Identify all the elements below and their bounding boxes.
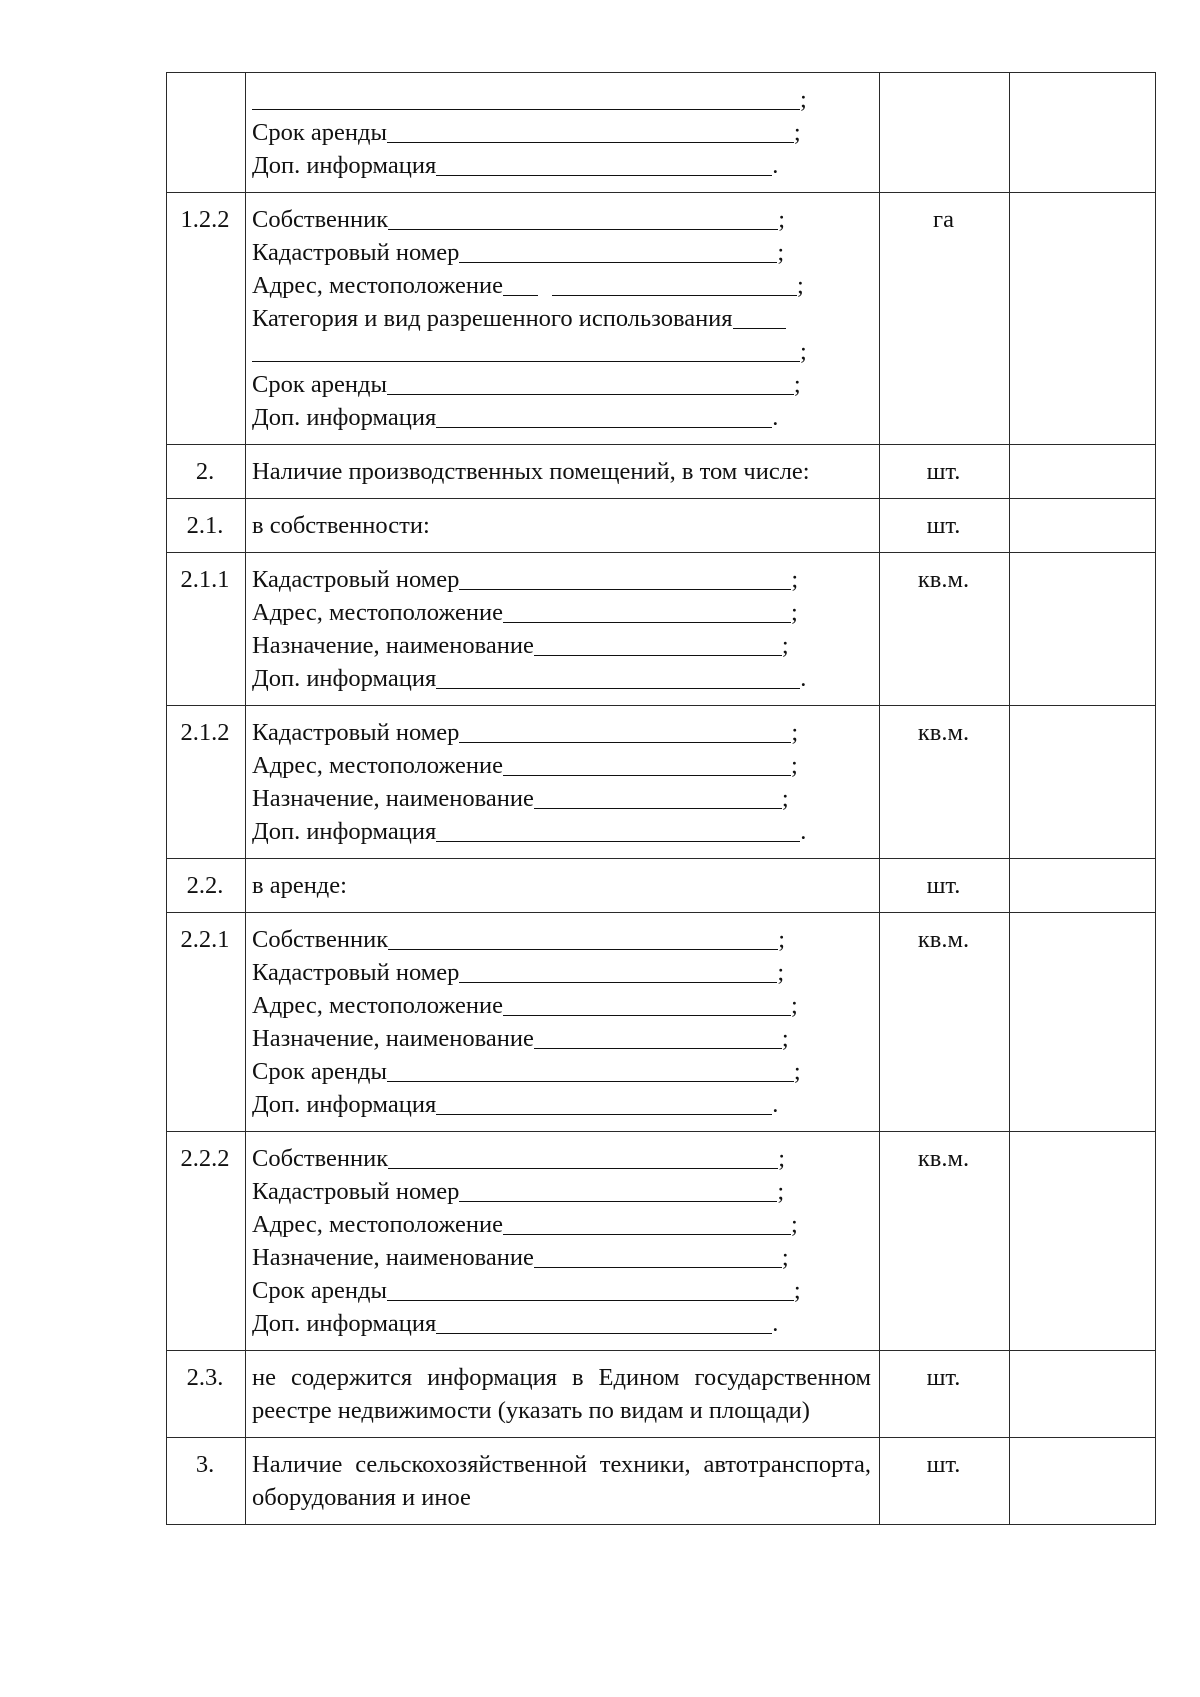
value-cell[interactable] xyxy=(1010,913,1156,1132)
field-label: Доп. информация xyxy=(252,665,437,692)
fill-in-blank[interactable] xyxy=(503,775,791,776)
value-cell[interactable] xyxy=(1010,193,1156,445)
form-field-line xyxy=(252,1022,871,1055)
form-field-line xyxy=(252,1241,871,1274)
line-end-punctuation: ; xyxy=(781,1025,789,1052)
form-field-line xyxy=(252,782,871,815)
line-end-punctuation: ; xyxy=(800,86,807,113)
field-label: Адрес, местоположение xyxy=(252,272,503,299)
field-label: Доп. информация xyxy=(252,404,437,431)
fill-in-blank[interactable] xyxy=(387,142,794,143)
description-text: Наличие сельскохозяйственной техники, автотранспорта, оборудования и иное xyxy=(252,1451,871,1511)
description-text: не содержится информация в Едином государственном реестре недвижимости (указать по видам и площади) xyxy=(252,1364,871,1424)
unit-of-measure: кв.м. xyxy=(880,553,1010,706)
form-field-line xyxy=(252,749,871,782)
form-field-line xyxy=(252,116,871,149)
form-field-line xyxy=(252,956,871,989)
fill-in-blank[interactable] xyxy=(733,328,786,329)
item-description xyxy=(246,1351,880,1438)
field-label: Назначение, наименование xyxy=(252,785,534,812)
form-field-line xyxy=(252,1175,871,1208)
field-label: Адрес, местоположение xyxy=(252,1211,503,1238)
fill-in-blank[interactable] xyxy=(534,1267,782,1268)
fill-in-blank[interactable] xyxy=(436,427,772,428)
fill-in-blank[interactable] xyxy=(388,229,778,230)
line-end-punctuation: ; xyxy=(800,338,807,365)
value-cell[interactable] xyxy=(1010,1351,1156,1438)
table-row xyxy=(167,553,1156,706)
line-end-punctuation: . xyxy=(772,1091,779,1118)
field-label: Кадастровый номер xyxy=(252,566,460,593)
field-label: Срок аренды xyxy=(252,1058,387,1085)
fill-in-blank[interactable] xyxy=(459,742,791,743)
form-field-line xyxy=(252,1274,871,1307)
item-number xyxy=(167,73,246,193)
form-field-line xyxy=(252,1142,871,1175)
line-end-punctuation: . xyxy=(772,1310,779,1337)
value-cell[interactable] xyxy=(1010,73,1156,193)
field-label: Адрес, местоположение xyxy=(252,752,503,779)
line-end-punctuation: ; xyxy=(791,752,798,779)
table-row xyxy=(167,73,1156,193)
fill-in-blank[interactable] xyxy=(387,1300,794,1301)
table-row xyxy=(167,1132,1156,1351)
field-label: Срок аренды xyxy=(252,371,387,398)
fill-in-blank[interactable] xyxy=(252,109,800,110)
form-field-line xyxy=(252,302,871,335)
fill-in-blank[interactable] xyxy=(252,361,800,362)
unit-of-measure xyxy=(880,73,1010,193)
line-end-punctuation: ; xyxy=(793,1277,801,1304)
line-end-punctuation: ; xyxy=(791,566,799,593)
line-end-punctuation: ; xyxy=(777,239,785,266)
fill-in-blank[interactable] xyxy=(436,175,772,176)
form-table-body xyxy=(167,73,1156,1525)
description-text: Наличие производственных помещений, в том числе: xyxy=(252,458,810,485)
field-label: Срок аренды xyxy=(252,1277,387,1304)
item-description xyxy=(246,913,880,1132)
fill-in-blank[interactable] xyxy=(459,1201,777,1202)
unit-of-measure: кв.м. xyxy=(880,706,1010,859)
description-text: в аренде: xyxy=(252,872,347,899)
fill-in-blank[interactable] xyxy=(503,1234,791,1235)
item-description xyxy=(246,73,880,193)
field-label: Собственник xyxy=(252,206,389,233)
value-cell[interactable] xyxy=(1010,1438,1156,1525)
item-description xyxy=(246,499,880,553)
unit-of-measure: га xyxy=(880,193,1010,445)
field-label: Категория и вид разрешенного использования xyxy=(252,305,733,332)
field-label: Доп. информация xyxy=(252,152,437,179)
line-end-punctuation: ; xyxy=(781,632,789,659)
line-end-punctuation: ; xyxy=(781,785,789,812)
item-description xyxy=(246,1438,880,1525)
fill-in-blank[interactable] xyxy=(534,655,782,656)
form-field-line xyxy=(252,236,871,269)
fill-in-blank[interactable] xyxy=(436,1333,772,1334)
line-end-punctuation: . xyxy=(800,665,807,692)
table-row xyxy=(167,706,1156,859)
line-end-punctuation: ; xyxy=(797,272,804,299)
field-label: Адрес, местоположение xyxy=(252,992,503,1019)
field-label: Кадастровый номер xyxy=(252,719,460,746)
form-field-line xyxy=(252,203,871,236)
fill-in-blank[interactable] xyxy=(388,949,778,950)
fill-in-blank[interactable] xyxy=(388,1168,778,1169)
value-cell[interactable] xyxy=(1010,706,1156,859)
value-cell[interactable] xyxy=(1010,1132,1156,1351)
unit-of-measure: кв.м. xyxy=(880,913,1010,1132)
line-end-punctuation: ; xyxy=(793,119,801,146)
form-field-line xyxy=(252,815,871,848)
fill-in-blank[interactable] xyxy=(436,1114,772,1115)
field-label: Адрес, местоположение xyxy=(252,599,503,626)
form-table xyxy=(166,72,1156,1525)
value-cell[interactable] xyxy=(1010,445,1156,499)
line-end-punctuation: ; xyxy=(793,371,801,398)
value-cell[interactable] xyxy=(1010,859,1156,913)
form-field-line xyxy=(252,1055,871,1088)
field-label: Срок аренды xyxy=(252,119,387,146)
field-label: Назначение, наименование xyxy=(252,1244,534,1271)
fill-in-blank[interactable] xyxy=(459,262,777,263)
fill-in-blank[interactable] xyxy=(436,841,800,842)
line-end-punctuation: ; xyxy=(777,959,785,986)
line-end-punctuation: ; xyxy=(777,1178,785,1205)
fill-in-blank[interactable] xyxy=(534,808,782,809)
line-end-punctuation: ; xyxy=(781,1244,789,1271)
fill-in-blank[interactable] xyxy=(436,688,800,689)
form-field-line xyxy=(252,989,871,1022)
table-row xyxy=(167,193,1156,445)
fill-in-blank[interactable] xyxy=(503,295,538,296)
form-field-line xyxy=(252,1088,871,1121)
form-field-line xyxy=(252,83,871,116)
line-end-punctuation: . xyxy=(772,404,779,431)
unit-of-measure: шт. xyxy=(880,859,1010,913)
item-number: 2.1. xyxy=(167,499,246,553)
line-end-punctuation: ; xyxy=(791,992,798,1019)
form-field-line xyxy=(252,923,871,956)
field-label: Доп. информация xyxy=(252,1091,437,1118)
line-end-punctuation: ; xyxy=(778,1145,785,1172)
form-field-line xyxy=(252,716,871,749)
line-end-punctuation: ; xyxy=(791,719,799,746)
form-field-line xyxy=(252,1208,871,1241)
field-label: Кадастровый номер xyxy=(252,1178,460,1205)
line-end-punctuation: . xyxy=(800,818,807,845)
form-field-line xyxy=(252,596,871,629)
fill-in-blank[interactable] xyxy=(387,394,794,395)
item-number: 2.1.2 xyxy=(167,706,246,859)
item-description xyxy=(246,706,880,859)
item-description xyxy=(246,193,880,445)
fill-in-blank[interactable] xyxy=(552,295,797,296)
fill-in-blank[interactable] xyxy=(503,622,791,623)
item-number: 2.3. xyxy=(167,1351,246,1438)
table-row xyxy=(167,913,1156,1132)
table-row xyxy=(167,1438,1156,1525)
fill-in-blank[interactable] xyxy=(387,1081,794,1082)
unit-of-measure: шт. xyxy=(880,1351,1010,1438)
line-end-punctuation: ; xyxy=(778,926,785,953)
fill-in-blank[interactable] xyxy=(459,982,777,983)
item-number: 2.2.1 xyxy=(167,913,246,1132)
line-end-punctuation: . xyxy=(772,152,779,179)
field-label: Кадастровый номер xyxy=(252,239,460,266)
field-label: Доп. информация xyxy=(252,818,437,845)
field-label: Доп. информация xyxy=(252,1310,437,1337)
form-field-line xyxy=(252,401,871,434)
fill-in-blank[interactable] xyxy=(534,1048,782,1049)
item-description xyxy=(246,445,880,499)
item-number: 1.2.2 xyxy=(167,193,246,445)
form-field-line xyxy=(252,662,871,695)
item-number: 2.2.2 xyxy=(167,1132,246,1351)
unit-of-measure: шт. xyxy=(880,499,1010,553)
field-label: Собственник xyxy=(252,926,389,953)
field-label: Кадастровый номер xyxy=(252,959,460,986)
form-field-line xyxy=(252,563,871,596)
line-end-punctuation: ; xyxy=(793,1058,801,1085)
field-label: Назначение, наименование xyxy=(252,632,534,659)
value-cell[interactable] xyxy=(1010,499,1156,553)
form-field-line xyxy=(252,149,871,182)
item-number: 3. xyxy=(167,1438,246,1525)
value-cell[interactable] xyxy=(1010,553,1156,706)
field-label: Собственник xyxy=(252,1145,389,1172)
form-field-line xyxy=(252,629,871,662)
item-description xyxy=(246,859,880,913)
item-number: 2.1.1 xyxy=(167,553,246,706)
fill-in-blank[interactable] xyxy=(459,589,791,590)
field-label: Назначение, наименование xyxy=(252,1025,534,1052)
line-end-punctuation: ; xyxy=(778,206,785,233)
table-row xyxy=(167,1351,1156,1438)
description-text: в собственности: xyxy=(252,512,430,539)
form-field-line xyxy=(252,335,871,368)
table-row xyxy=(167,859,1156,913)
item-number: 2. xyxy=(167,445,246,499)
unit-of-measure: кв.м. xyxy=(880,1132,1010,1351)
item-number: 2.2. xyxy=(167,859,246,913)
line-end-punctuation: ; xyxy=(791,599,798,626)
form-field-line xyxy=(252,368,871,401)
form-field-line xyxy=(252,1307,871,1340)
item-description xyxy=(246,553,880,706)
table-row xyxy=(167,499,1156,553)
line-end-punctuation: ; xyxy=(791,1211,798,1238)
table-row xyxy=(167,445,1156,499)
unit-of-measure: шт. xyxy=(880,445,1010,499)
item-description xyxy=(246,1132,880,1351)
unit-of-measure: шт. xyxy=(880,1438,1010,1525)
form-field-line xyxy=(252,269,871,302)
fill-in-blank[interactable] xyxy=(503,1015,791,1016)
